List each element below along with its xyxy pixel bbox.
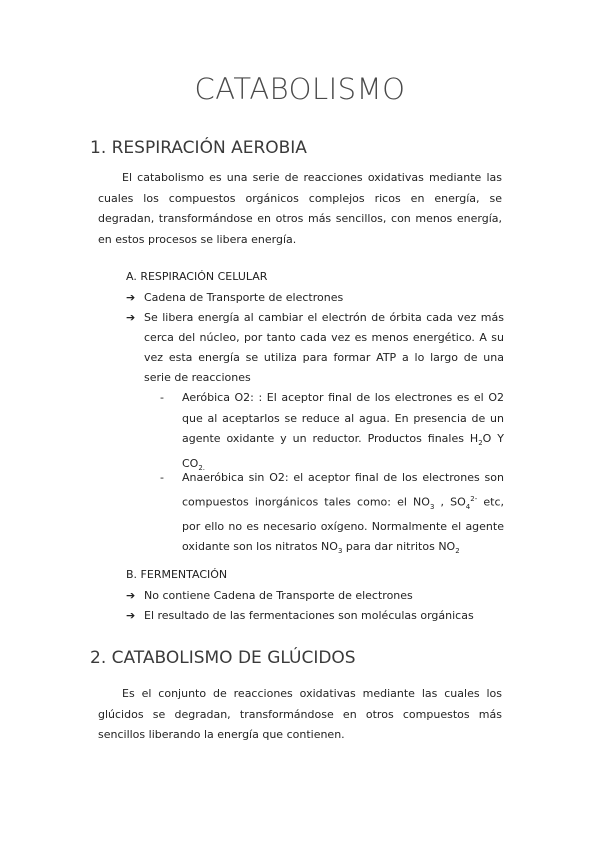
arrow-icon: ➔ [126,589,136,602]
section-1-intro: El catabolismo es una serie de reacciones oxidativas mediante las cuales los compuestos orgánicos complejos ricos en energía, se degradan, transformándose en otros más sencillos, con menos energía, en estos procesos se libera energía. [98,171,502,246]
anaerobic-item [160,468,504,562]
anaerobic-text: Anaeróbica sin O2: el aceptor final de los electrones son compuestos inorgánicos tales como: el $NO_3$ , $SO_4^{2-}$ etc, por ello no es necesario oxígeno. Normalmente el agente oxidante son los nitratos $NO_3$ para dar nitritos $NO_2$ [182,471,504,556]
arrow-icon: ➔ [126,291,136,304]
subsection-a-label: A. RESPIRACIÓN CELULAR [126,270,268,283]
list-item [126,606,504,626]
aerobic-text: Aeróbica O2: : El aceptor final de los electrones es el O2 que al aceptarlos se reduce al agua. En presencia de un agente oxidante y un reductor. Productos finales $H_2O$ Y $CO_{2.}$ [182,391,504,472]
dash-icon: - [160,471,164,484]
section-2-heading: 2. CATABOLISMO DE GLÚCIDOS [90,648,356,668]
list-item [126,288,504,308]
list-item [126,308,504,388]
list-item [126,586,504,606]
section-1-heading: 1. RESPIRACIÓN AEROBIA [90,138,307,158]
dash-icon: - [160,391,164,404]
list-item-text: Cadena de Transporte de electrones [144,291,344,304]
subsection-b-label: B. FERMENTACIÓN [126,568,228,581]
arrow-icon: ➔ [126,311,136,324]
list-item-text: No contiene Cadena de Transporte de electrones [144,589,413,602]
list-item-text: El resultado de las fermentaciones son moléculas orgánicas [144,609,474,622]
aerobic-item [160,388,504,478]
section-2-intro: Es el conjunto de reacciones oxidativas mediante las cuales los glúcidos se degradan, transformándose en otros compuestos más sencillos liberando la energía que contienen. [98,687,502,741]
arrow-icon: ➔ [126,609,136,622]
list-item-text: Se libera energía al cambiar el electrón de órbita cada vez más cerca del núcleo, por tanto cada vez es menos energético. A su vez esta energía se utiliza para formar ATP a lo largo de una serie de reacciones [144,311,504,384]
page-title: CATABOLISMO [194,72,406,106]
